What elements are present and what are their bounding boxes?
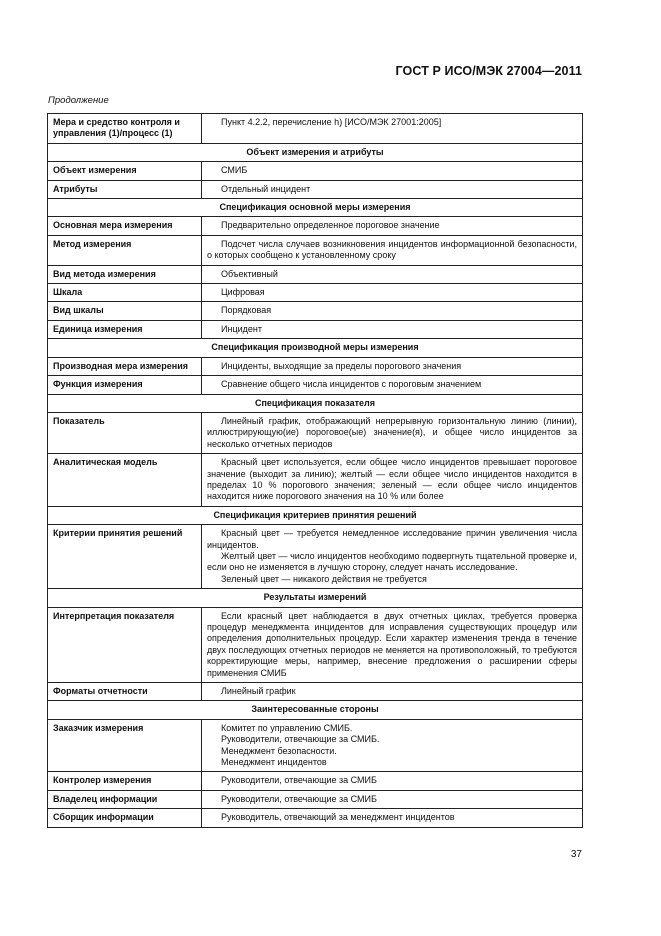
table-row — [48, 217, 583, 235]
row-value: Цифровая — [202, 284, 583, 302]
criterion-yellow: Желтый цвет — число инцидентов необходимо подвергнуть тщательной проверке и, если оно не изменяется в лучшую сторону, следует начать исследование. — [207, 550, 577, 573]
row-value: Инцидент — [202, 320, 583, 338]
row-key: Вид метода измерения — [48, 265, 202, 283]
section-header — [48, 394, 583, 412]
section-title: Спецификация основной меры измерения — [48, 199, 583, 217]
section-title: Спецификация критериев принятия решений — [48, 506, 583, 524]
table-row — [48, 180, 583, 198]
customer-item: Менеджмент безопасности. — [221, 745, 337, 756]
measurement-spec-table — [47, 113, 583, 828]
section-title: Заинтересованные стороны — [48, 701, 583, 719]
row-key: Функция измерения — [48, 376, 202, 394]
table-row — [48, 412, 583, 453]
table-row — [48, 525, 583, 589]
customer-item: Комитет по управлению СМИБ. — [221, 722, 353, 733]
table-row — [48, 162, 583, 180]
row-key: Шкала — [48, 284, 202, 302]
row-value: Линейный график — [202, 683, 583, 701]
table-row — [48, 809, 583, 827]
row-value: Пункт 4.2.2, перечисление h) [ИСО/МЭК 27001:2005] — [202, 114, 583, 144]
section-header — [48, 506, 583, 524]
document-header: ГОСТ Р ИСО/МЭК 27004—2011 — [395, 64, 582, 78]
row-key: Контролер измерения — [48, 772, 202, 790]
table-row — [48, 454, 583, 507]
row-key: Владелец информации — [48, 790, 202, 808]
table-row — [48, 284, 583, 302]
customer-item: Руководители, отвечающие за СМИБ. — [221, 734, 380, 745]
row-value: Отдельный инцидент — [202, 180, 583, 198]
row-key: Атрибуты — [48, 180, 202, 198]
row-value: Руководитель, отвечающий за менеджмент инцидентов — [202, 809, 583, 827]
table-row — [48, 607, 583, 682]
row-key: Критерии принятия решений — [48, 525, 202, 589]
table-row — [48, 114, 583, 144]
row-key: Заказчик измерения — [48, 719, 202, 772]
row-value: Сравнение общего числа инцидентов с пороговым значением — [202, 376, 583, 394]
row-value: Если красный цвет наблюдается в двух отчетных циклах, требуется проверка процедур менеджмента инцидентов для исправления существующих процедур или определения дополнительных процедур. Если характер изменения тренда в течение двух последующих отчетных периодов не меняется на противоположный, то требуются корректирующие меры, например, внесение предложения о расширении сферы применения СМИБ — [202, 607, 583, 682]
table-row — [48, 683, 583, 701]
row-value: Предварительно определенное пороговое значение — [202, 217, 583, 235]
table-row — [48, 790, 583, 808]
criterion-red: Красный цвет — требуется немедленное исследование причин увеличения числа инцидентов. — [207, 528, 577, 550]
continuation-label: Продолжение — [48, 95, 109, 106]
section-header — [48, 143, 583, 161]
row-key: Единица измерения — [48, 320, 202, 338]
section-title: Спецификация показателя — [48, 394, 583, 412]
row-value: Линейный график, отображающий непрерывную горизонтальную линию (линии), иллюстрирующую(ие) пороговое(ые) значение(я), и общее число инцидентов за несколько отчетных периодов — [202, 412, 583, 453]
table-row — [48, 357, 583, 375]
section-header — [48, 339, 583, 357]
row-value: Объективный — [202, 265, 583, 283]
row-key: Объект измерения — [48, 162, 202, 180]
table-row — [48, 235, 583, 265]
section-header — [48, 589, 583, 607]
row-value: Инциденты, выходящие за пределы порогового значения — [202, 357, 583, 375]
section-title: Объект измерения и атрибуты — [48, 143, 583, 161]
page-number: 37 — [570, 849, 582, 860]
table-row — [48, 772, 583, 790]
table-row — [48, 302, 583, 320]
row-key: Мера и средство контроля и управления (1)/процесс (1) — [48, 114, 202, 144]
row-value: Порядковая — [202, 302, 583, 320]
table-row — [48, 719, 583, 772]
row-value: Руководители, отвечающие за СМИБ — [202, 772, 583, 790]
row-value — [202, 525, 583, 589]
customer-item: Менеджмент инцидентов — [221, 757, 327, 768]
table-row — [48, 376, 583, 394]
section-title: Результаты измерений — [48, 589, 583, 607]
row-key: Интерпретация показателя — [48, 607, 202, 682]
row-value: Подсчет числа случаев возникновения инцидентов информационной безопасности, о которых сообщено к установленному сроку — [202, 235, 583, 265]
row-value: Красный цвет используется, если общее число инцидентов превышает пороговое значение (выходит за линию); желтый — если общее число инцидентов находится в пределах 10 % порогового значения; зеленый — если общее число инцидентов находится ниже порогового значения на 10 % или более — [202, 454, 583, 507]
row-value: Руководители, отвечающие за СМИБ — [202, 790, 583, 808]
section-header — [48, 701, 583, 719]
section-title: Спецификация производной меры измерения — [48, 339, 583, 357]
section-header — [48, 199, 583, 217]
row-key: Сборщик информации — [48, 809, 202, 827]
row-value — [202, 719, 583, 772]
row-value: СМИБ — [202, 162, 583, 180]
row-key: Аналитическая модель — [48, 454, 202, 507]
row-key: Производная мера измерения — [48, 357, 202, 375]
criterion-green: Зеленый цвет — никакого действия не требуется — [221, 573, 427, 584]
row-key: Вид шкалы — [48, 302, 202, 320]
row-key: Метод измерения — [48, 235, 202, 265]
row-key: Основная мера измерения — [48, 217, 202, 235]
table-row — [48, 265, 583, 283]
table-row — [48, 320, 583, 338]
row-key: Форматы отчетности — [48, 683, 202, 701]
row-key: Показатель — [48, 412, 202, 453]
